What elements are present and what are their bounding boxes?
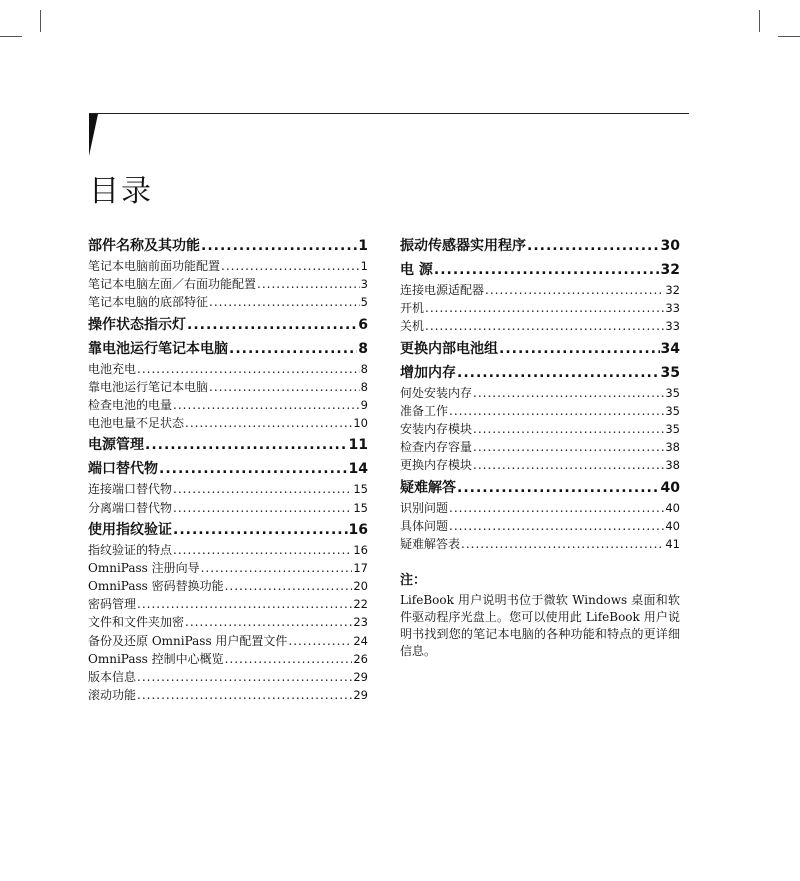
- toc-subentry[interactable]: [88, 650, 368, 668]
- toc-page-number: 8: [360, 379, 368, 394]
- toc-leader-dots: [225, 577, 353, 595]
- toc-subentry-label: 电池充电: [88, 361, 137, 376]
- toc-leader-dots: [209, 378, 360, 396]
- toc-leader-dots: [229, 339, 357, 360]
- toc-subentry-label: 连接端口替代物: [88, 482, 173, 497]
- toc-subentry-label: 何处安装内存: [400, 385, 473, 400]
- toc-leader-dots: [185, 613, 352, 631]
- toc-page-number: 17: [353, 560, 368, 575]
- toc-leader-dots: [473, 384, 664, 402]
- title-wedge-mark: [89, 114, 98, 156]
- toc-page-number: 20: [353, 579, 368, 594]
- toc-subentry-label: 开机: [400, 301, 425, 316]
- toc-leader-dots: [449, 402, 664, 420]
- toc-section-label: 使用指纹验证: [88, 521, 172, 538]
- toc-subentry-label: 检查内存容量: [400, 440, 473, 455]
- toc-leader-dots: [201, 236, 357, 257]
- toc-section-entry[interactable]: [400, 260, 680, 281]
- toc-subentry-label: OmniPass 密码替换功能: [88, 579, 224, 594]
- toc-section-label: 靠电池运行笔记本电脑: [88, 340, 228, 357]
- toc-section-entry[interactable]: [400, 339, 680, 360]
- toc-leader-dots: [159, 459, 348, 480]
- toc-page-number: 32: [660, 262, 680, 278]
- toc-page-number: 5: [360, 295, 368, 310]
- toc-section-entry[interactable]: [88, 236, 368, 257]
- toc-page-number: 6: [358, 316, 368, 333]
- toc-subentry-label: 指纹验证的特点: [88, 542, 173, 557]
- toc-subentry-label: 靠电池运行笔记本电脑: [88, 379, 209, 394]
- toc-page-number: 34: [660, 340, 680, 357]
- toc-subentry-label: 备份及还原 OmniPass 用户配置文件: [88, 633, 288, 648]
- title-rule: [89, 113, 689, 114]
- toc-subentry-label: 连接电源适配器: [400, 283, 485, 297]
- toc-page-number: 1: [358, 238, 368, 254]
- toc-section-label: 增加内存: [400, 364, 456, 381]
- toc-page-number: 9: [360, 397, 368, 412]
- toc-subentry-label: 具体问题: [400, 518, 449, 533]
- toc-subentry-label: 安装内存模块: [400, 421, 473, 436]
- toc-left-column: [88, 236, 368, 704]
- toc-page-number: 23: [353, 615, 368, 630]
- toc-page-number: 8: [358, 340, 368, 357]
- toc-page-number: 16: [348, 521, 368, 538]
- toc-subentry[interactable]: [88, 414, 368, 432]
- toc-page-number: 16: [353, 542, 368, 557]
- toc-subentry-label: 版本信息: [88, 670, 137, 684]
- toc-section-entry[interactable]: [88, 339, 368, 360]
- toc-page-number: 15: [353, 482, 368, 497]
- toc-subentry-label: OmniPass 控制中心概览: [88, 651, 224, 666]
- toc-leader-dots: [145, 435, 348, 456]
- crop-mark: [0, 36, 22, 37]
- toc-leader-dots: [173, 480, 352, 498]
- toc-leader-dots: [185, 414, 352, 432]
- toc-subentry-label: 滚动功能: [88, 688, 137, 703]
- toc-section-label: 更换内部电池组: [400, 340, 498, 357]
- toc-subentry[interactable]: [400, 281, 680, 299]
- toc-leader-dots: [173, 499, 352, 517]
- toc-leader-dots: [499, 339, 660, 360]
- toc-page-number: 29: [353, 688, 368, 703]
- toc-section-label: 振动传感器实用程序: [400, 238, 526, 254]
- toc-section-label: 端口替代物: [88, 461, 158, 478]
- toc-leader-dots: [425, 299, 664, 317]
- toc-page-number: 35: [660, 364, 680, 381]
- toc-leader-dots: [225, 650, 353, 668]
- toc-section-entry[interactable]: [88, 435, 368, 456]
- toc-leader-dots: [425, 317, 664, 335]
- toc-subentry[interactable]: [88, 378, 368, 396]
- toc-subentry-label: 更换内存模块: [400, 458, 473, 473]
- crop-mark: [778, 36, 800, 37]
- toc-section-entry[interactable]: [88, 459, 368, 480]
- toc-subentry-label: 检查电池的电量: [88, 397, 173, 412]
- toc-page-number: 29: [353, 670, 368, 684]
- toc-leader-dots: [449, 499, 664, 517]
- toc-leader-dots: [201, 559, 353, 577]
- toc-leader-dots: [173, 541, 352, 559]
- toc-subentry-label: 笔记本电脑的底部特征: [88, 295, 209, 310]
- toc-subentry-label: 密码管理: [88, 597, 137, 612]
- toc-subentry[interactable]: [400, 299, 680, 317]
- toc-page-number: 1: [360, 259, 368, 273]
- toc-page-number: 32: [665, 283, 680, 297]
- toc-leader-dots: [457, 363, 660, 384]
- toc-page-number: 24: [353, 633, 368, 648]
- toc-page-number: 3: [360, 277, 368, 292]
- toc-section-label: 疑难解答: [400, 479, 456, 496]
- toc-subentry-label: 疑难解答表: [400, 536, 461, 551]
- toc-page-number: 41: [665, 536, 680, 551]
- toc-leader-dots: [485, 281, 664, 299]
- toc-subentry[interactable]: [400, 384, 680, 402]
- toc-subentry-label: 文件和文件夹加密: [88, 615, 185, 630]
- toc-subentry[interactable]: [400, 317, 680, 335]
- toc-section-label: 操作状态指示灯: [88, 316, 186, 333]
- toc-leader-dots: [449, 517, 664, 535]
- toc-leader-dots: [288, 632, 352, 650]
- toc-page-number: 14: [348, 461, 368, 478]
- toc-subentry[interactable]: [88, 613, 368, 631]
- toc-section-label: 电源管理: [88, 437, 144, 454]
- toc-subentry[interactable]: [88, 257, 368, 275]
- toc-subentry[interactable]: [400, 517, 680, 535]
- toc-subentry[interactable]: [88, 686, 368, 704]
- toc-subentry[interactable]: [88, 293, 368, 311]
- toc-page-number: 33: [665, 319, 680, 334]
- toc-subentry[interactable]: [88, 480, 368, 498]
- toc-subentry[interactable]: [88, 499, 368, 517]
- crop-mark: [40, 10, 41, 32]
- toc-page-number: 30: [660, 238, 680, 254]
- toc-subentry-label: 笔记本电脑前面功能配置: [88, 259, 221, 273]
- toc-page-number: 40: [665, 500, 680, 515]
- toc-leader-dots: [137, 360, 360, 378]
- toc-subentry[interactable]: [88, 595, 368, 613]
- toc-page-number: 33: [665, 301, 680, 316]
- toc-page-number: 40: [665, 518, 680, 533]
- toc-subentry-label: 关机: [400, 319, 425, 334]
- toc-leader-dots: [457, 478, 660, 499]
- toc-page-number: 11: [348, 437, 368, 454]
- toc-subentry-label: 识别问题: [400, 500, 449, 515]
- toc-section-entry[interactable]: [400, 363, 680, 384]
- toc-section-label: 部件名称及其功能: [88, 238, 200, 254]
- toc-subentry[interactable]: [400, 438, 680, 456]
- toc-leader-dots: [137, 686, 352, 704]
- toc-subentry[interactable]: [88, 275, 368, 293]
- toc-leader-dots: [187, 315, 357, 336]
- toc-subentry[interactable]: [88, 668, 368, 686]
- toc-subentry[interactable]: [400, 420, 680, 438]
- toc-section-label: 电 源: [400, 262, 433, 278]
- toc-subentry[interactable]: [88, 632, 368, 650]
- toc-leader-dots: [137, 668, 352, 686]
- toc-subentry[interactable]: [88, 577, 368, 595]
- crop-mark: [759, 10, 760, 32]
- toc-section-entry[interactable]: [400, 236, 680, 257]
- toc-page-number: 38: [665, 458, 680, 473]
- toc-page-number: 22: [353, 597, 368, 612]
- toc-subentry-label: 分离端口替代物: [88, 500, 173, 515]
- toc-page-number: 40: [660, 479, 680, 496]
- toc-leader-dots: [461, 535, 664, 553]
- toc-leader-dots: [434, 260, 660, 281]
- toc-subentry-label: 笔记本电脑左面／右面功能配置: [88, 277, 257, 292]
- toc-subentry-label: 准备工作: [400, 403, 449, 418]
- toc-subentry-label: OmniPass 注册向导: [88, 560, 200, 575]
- toc-leader-dots: [473, 456, 664, 474]
- toc-subentry[interactable]: [400, 535, 680, 553]
- toc-page-number: 8: [360, 361, 368, 376]
- toc-page-number: 38: [665, 440, 680, 455]
- toc-page-number: 35: [665, 385, 680, 400]
- toc-page-number: 26: [353, 651, 368, 666]
- toc-page-number: 10: [353, 416, 368, 431]
- note-box: [400, 569, 680, 660]
- toc-leader-dots: [473, 420, 664, 438]
- toc-subentry[interactable]: [88, 360, 368, 378]
- toc-leader-dots: [257, 275, 360, 293]
- toc-leader-dots: [527, 236, 660, 257]
- page-title: 目录: [89, 174, 153, 209]
- toc-leader-dots: [473, 438, 664, 456]
- note-title: 注：: [400, 573, 427, 589]
- toc-right-sections: [400, 236, 680, 553]
- toc-section-entry[interactable]: [88, 315, 368, 336]
- toc-page-number: 35: [665, 403, 680, 418]
- note-text: LifeBook 用户说明书位于微软 Windows 桌面和软件驱动程序光盘上。您可以使用此 LifeBook 用户说明书找到您的笔记本电脑的各种功能和特点的更详细信息。: [400, 593, 680, 659]
- toc-leader-dots: [221, 257, 360, 275]
- toc-leader-dots: [209, 293, 360, 311]
- toc-subentry-label: 电池电量不足状态: [88, 416, 185, 431]
- toc-page-number: 15: [353, 500, 368, 515]
- toc-leader-dots: [173, 396, 360, 414]
- toc-subentry[interactable]: [400, 456, 680, 474]
- toc-leader-dots: [173, 520, 348, 541]
- toc-section-entry[interactable]: [400, 478, 680, 499]
- toc-page-number: 35: [665, 421, 680, 436]
- toc-leader-dots: [137, 595, 352, 613]
- toc-subentry[interactable]: [88, 541, 368, 559]
- toc-subentry[interactable]: [88, 396, 368, 414]
- toc-subentry[interactable]: [400, 499, 680, 517]
- toc-section-entry[interactable]: [88, 520, 368, 541]
- toc-subentry[interactable]: [400, 402, 680, 420]
- toc-right-column: [400, 236, 680, 660]
- toc-subentry[interactable]: [88, 559, 368, 577]
